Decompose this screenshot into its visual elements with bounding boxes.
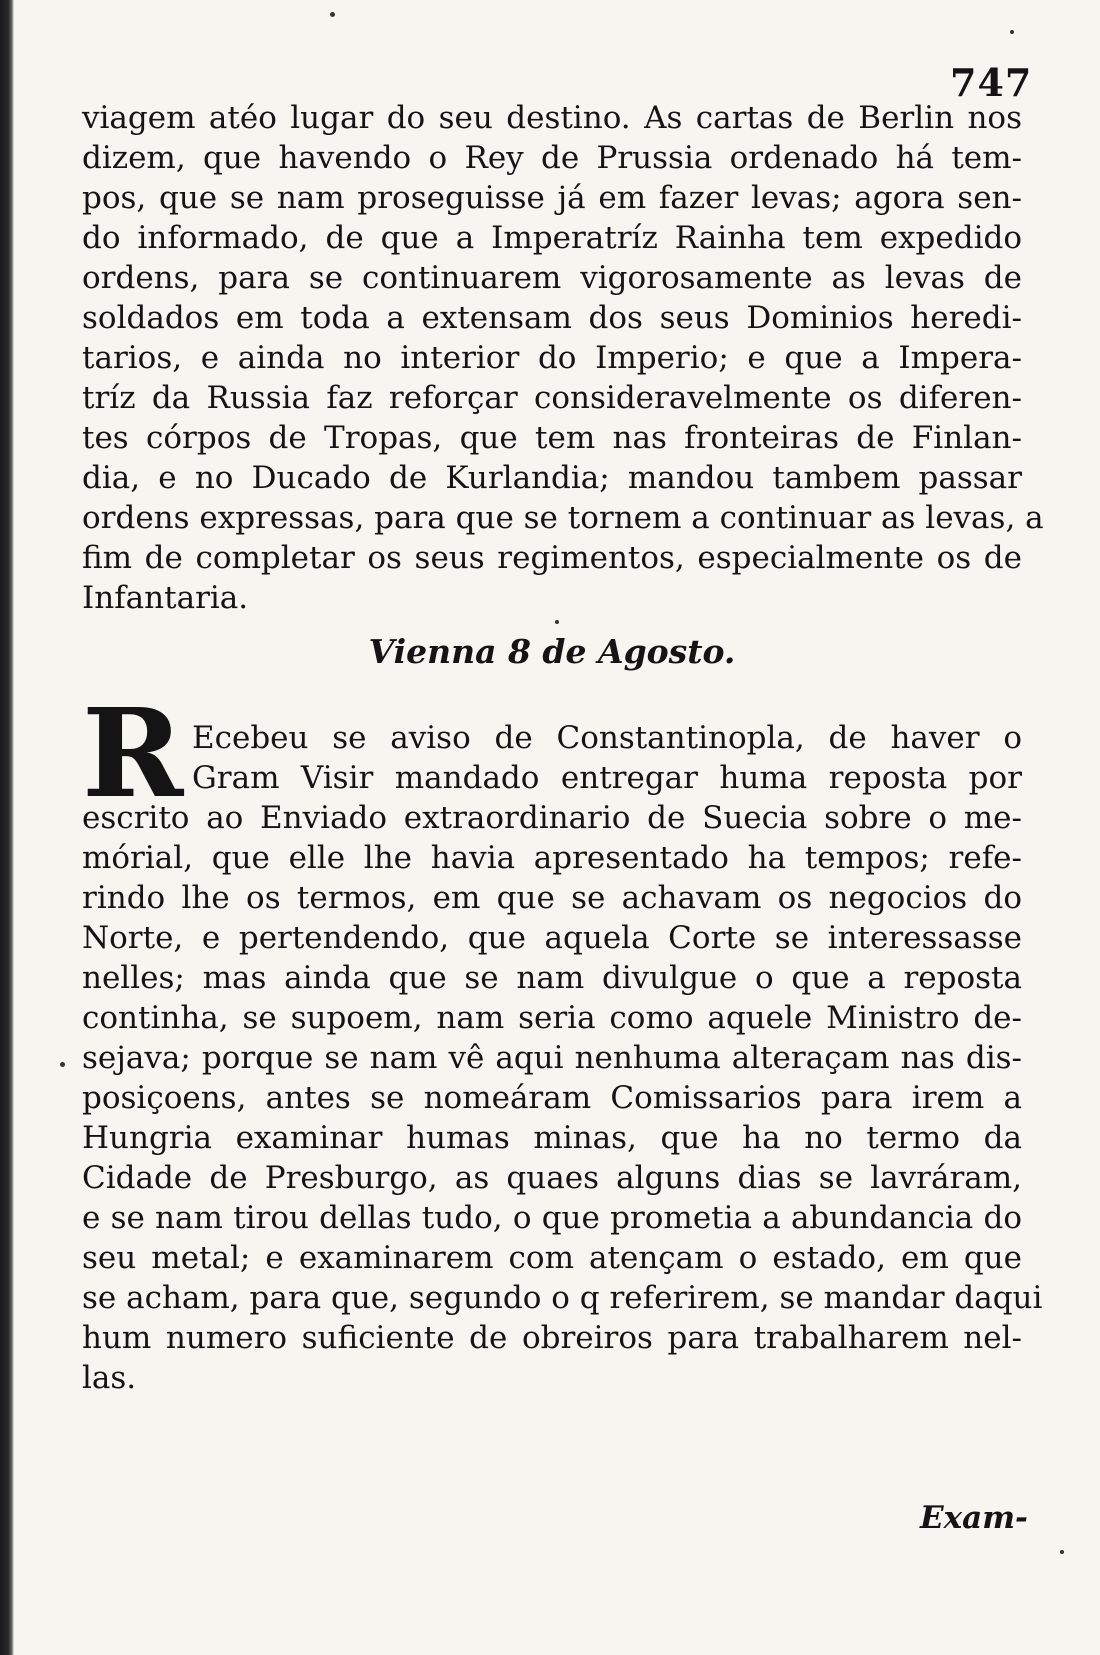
text-line: viagem atéo lugar do seu destino. As cartas de Berlin nos (82, 100, 1022, 136)
text-line: seu metal; e examinarem com atençam o estado, em que (82, 1240, 1022, 1276)
text-line: continha, se supoem, nam seria como aquele Ministro de- (82, 1000, 1022, 1036)
ink-speck (330, 12, 335, 17)
text-line: Gram Visir mandado entregar huma reposta por (192, 760, 1022, 796)
text-line: do informado, de que a Imperatríz Rainha tem expedido (82, 220, 1022, 256)
text-line: soldados em toda a extensam dos seus Dominios heredi- (82, 300, 1022, 336)
catchword: Exam- (920, 1500, 1028, 1536)
text-line: Infantaria. (82, 580, 249, 616)
text-line: Cidade de Presburgo, as quaes alguns dias se lavráram, (82, 1160, 1022, 1196)
page-number: 747 (950, 60, 1033, 105)
text-line: nelles; mas ainda que se nam divulgue o que a reposta (82, 960, 1022, 996)
text-line: Hungria examinar humas minas, que ha no termo da (82, 1120, 1022, 1156)
text-line: ordens, para se continuarem vigorosamente as levas de (82, 260, 1022, 296)
text-line: e se nam tirou dellas tudo, o que prometia a abundancia do (82, 1200, 1022, 1236)
text-line: Norte, e pertendendo, que aquela Corte se interessasse (82, 920, 1022, 956)
text-line: escrito ao Enviado extraordinario de Suecia sobre o me- (82, 800, 1022, 836)
text-line: mórial, que elle lhe havia apresentado ha tempos; refe- (82, 840, 1022, 876)
text-line: sejava; porque se nam vê aqui nenhuma alteraçam nas dis- (82, 1040, 1022, 1076)
text-line: hum numero suficiente de obreiros para trabalharem nel- (82, 1320, 1022, 1356)
text-line: tríz da Russia faz reforçar consideravelmente os diferen- (82, 380, 1022, 416)
text-line: tes córpos de Tropas, que tem nas fronteiras de Finlan- (82, 420, 1022, 456)
ink-speck (1010, 30, 1014, 34)
text-line: dia, e no Ducado de Kurlandia; mandou tambem passar (82, 460, 1022, 496)
text-line: dizem, que havendo o Rey de Prussia ordenado há tem- (82, 140, 1022, 176)
drop-capital: R (82, 681, 184, 825)
text-line: las. (82, 1360, 137, 1396)
text-line: rindo lhe os termos, em que se achavam os negocios do (82, 880, 1022, 916)
dateline-heading: Vienna 8 de Agosto. (368, 632, 736, 671)
text-line: se acham, para que, segundo o q referirem, se mandar daqui (82, 1280, 1043, 1316)
text-line: pos, que se nam proseguisse já em fazer levas; agora sen- (82, 180, 1022, 216)
text-line: posiçoens, antes se nomeáram Comissarios para irem a (82, 1080, 1022, 1116)
page-edge-shadow (0, 0, 14, 1655)
text-line: ordens expressas, para que se tornem a continuar as levas, a (82, 500, 1044, 536)
text-line: Ecebeu se aviso de Constantinopla, de haver o (192, 720, 1022, 756)
ink-speck (60, 1062, 65, 1067)
text-line: fim de completar os seus regimentos, especialmente os de (82, 540, 1022, 576)
ink-speck (555, 620, 559, 624)
text-line: tarios, e ainda no interior do Imperio; e que a Impera- (82, 340, 1022, 376)
ink-speck (1060, 1550, 1064, 1554)
